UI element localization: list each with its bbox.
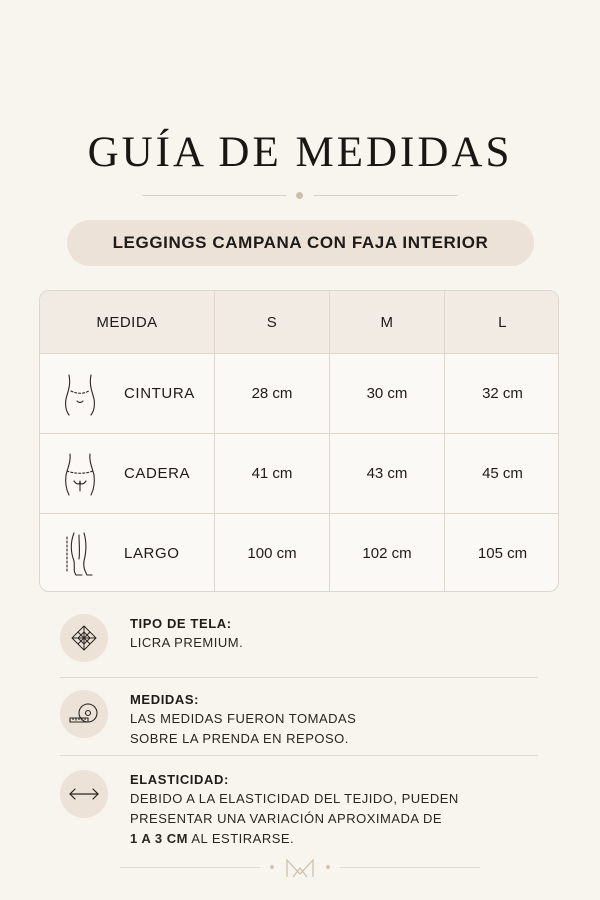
legs-icon [60,531,100,577]
value-cell: 102 cm [329,514,444,592]
title-divider-dot [296,192,303,199]
variation-suffix: AL ESTIRARSE. [187,831,295,846]
table-header-row [40,291,559,353]
value-cell: 43 cm [329,434,444,513]
value-cell: 41 cm [214,434,329,513]
measuring-tape-icon [68,702,100,726]
header-cell-medida: MEDIDA [96,313,158,331]
footer-divider-right [340,867,480,868]
measure-cell [40,354,214,433]
value-cell: 28 cm [214,354,329,433]
info-elasticity [60,768,540,849]
stretch-arrows-icon [67,786,101,802]
info-line: PRESENTAR UNA VARIACIÓN APROXIMADA DE [130,811,443,826]
title-divider-right [314,195,458,196]
header-cell-s: S [214,291,329,353]
footer-divider-left [120,867,260,868]
hip-icon [60,451,100,497]
info-title: TIPO DE TELA: [130,616,232,631]
measure-label: LARGO [124,545,180,562]
fabric-icon [69,623,99,653]
value-cell: 100 cm [214,514,329,592]
info-icon-circle [60,690,108,738]
info-title: ELASTICIDAD: [130,772,229,787]
info-measurements [60,688,540,749]
header-cell-m: M [329,291,444,353]
info-title: MEDIDAS: [130,692,200,707]
section-separator [60,677,538,678]
footer-dot [270,865,274,869]
info-line: LICRA PREMIUM. [130,635,244,650]
info-line: LAS MEDIDAS FUERON TOMADAS [130,711,357,726]
value-cell: 105 cm [444,514,559,592]
info-text [130,688,356,749]
table-row-cadera [40,433,559,513]
brand-logo-icon [284,856,316,880]
variation-range: 1 A 3 CM [130,831,188,846]
page-title: GUÍA DE MEDIDAS [87,129,513,176]
product-name-badge: LEGGINGS CAMPANA CON FAJA INTERIOR [67,220,534,266]
section-separator [60,755,538,756]
info-icon-circle [60,614,108,662]
value-cell: 30 cm [329,354,444,433]
measure-cell [40,514,214,592]
info-line: DEBIDO A LA ELASTICIDAD DEL TEJIDO, PUEDEN [130,791,459,806]
info-text [130,612,243,662]
value-cell: 45 cm [444,434,559,513]
measure-cell [40,434,214,513]
table-row-cintura [40,353,559,433]
measure-label: CADERA [124,465,191,482]
info-fabric [60,612,540,662]
info-line-last [130,829,459,849]
info-icon-circle [60,770,108,818]
measure-label: CINTURA [124,385,195,402]
table-row-largo [40,513,559,592]
header-cell-l: L [444,291,559,353]
value-cell: 32 cm [444,354,559,433]
waist-icon [60,371,100,417]
info-line: SOBRE LA PRENDA EN REPOSO. [130,731,349,746]
size-table [39,290,559,592]
footer-dot [326,865,330,869]
title-divider-left [142,195,286,196]
info-text [130,768,459,849]
